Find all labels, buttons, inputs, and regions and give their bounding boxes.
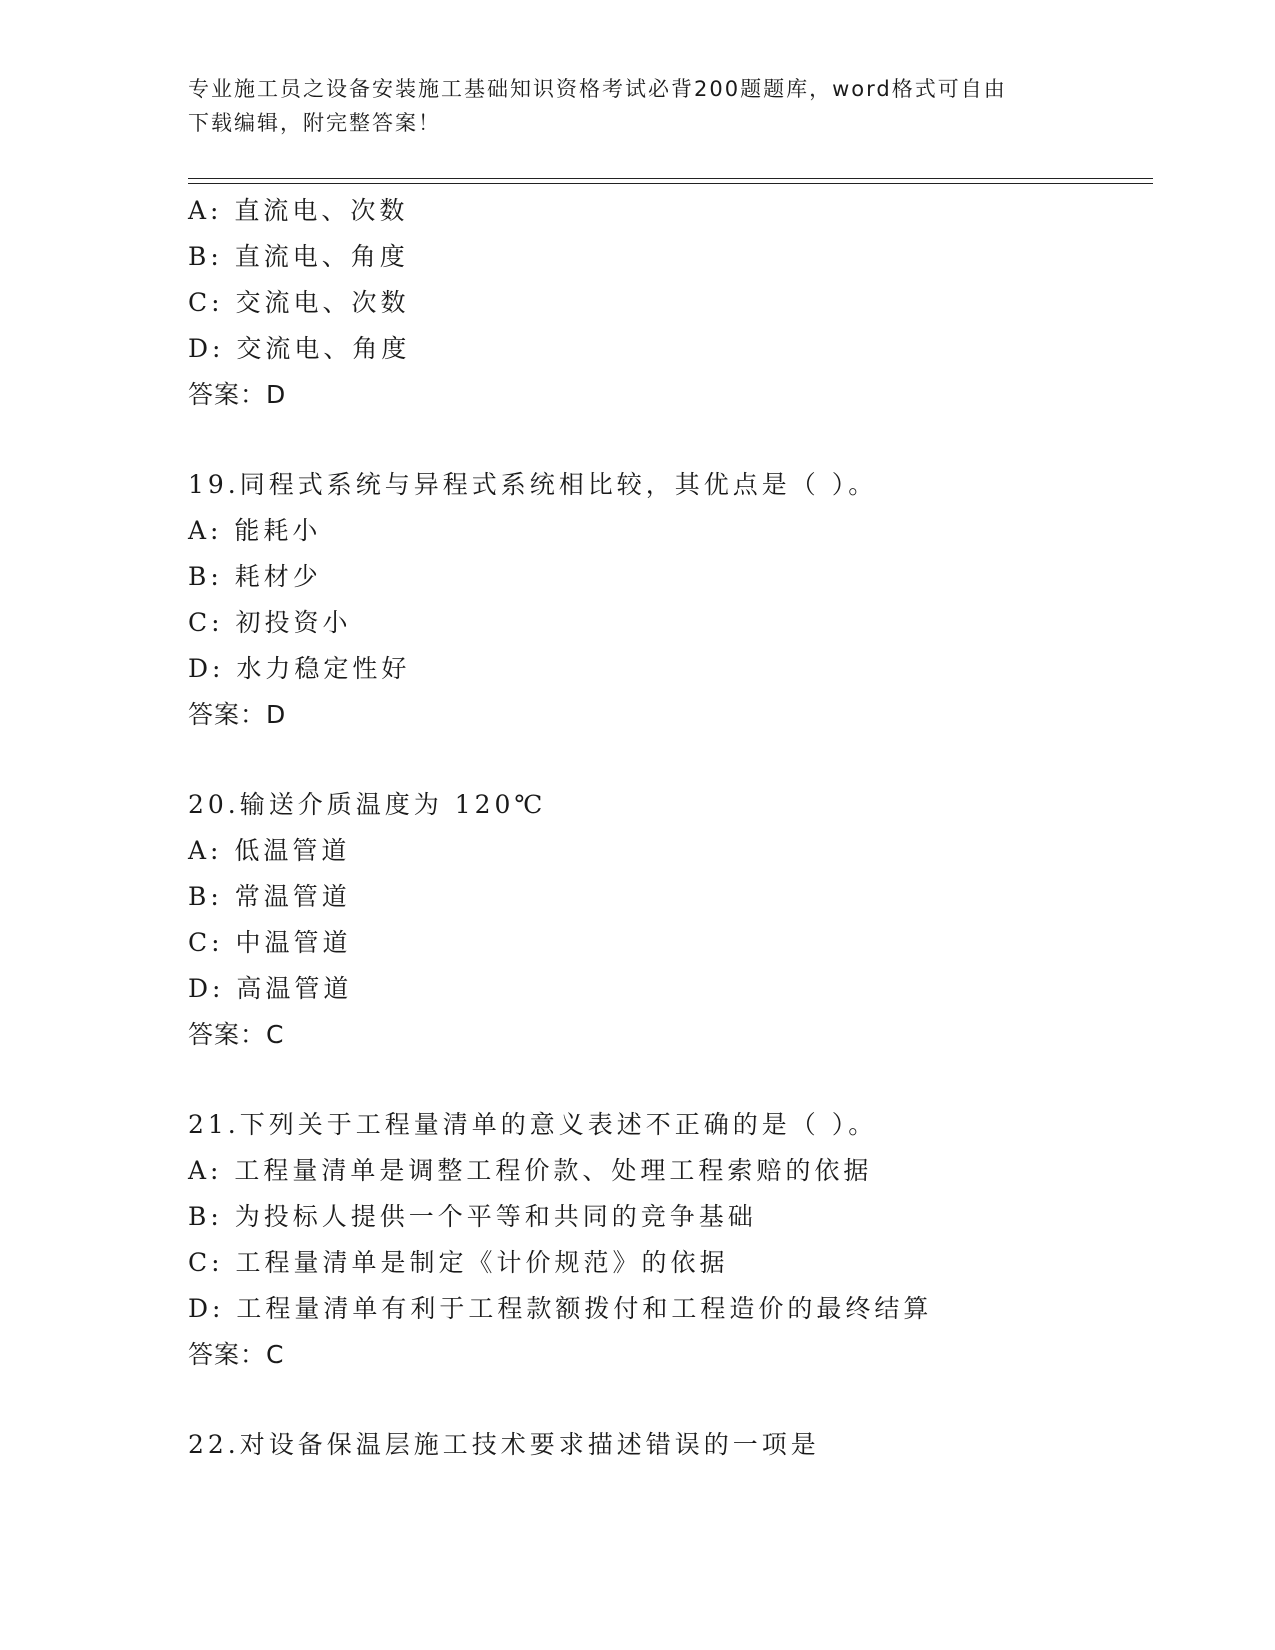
option-d: D: 工程量清单有利于工程款额拨付和工程造价的最终结算: [188, 1294, 933, 1323]
option-d: D: 交流电、角度: [188, 334, 411, 363]
question-text: 20.输送介质温度为 120℃: [188, 790, 547, 819]
option-b: B: 直流电、角度: [188, 242, 409, 271]
answer-line: 答案：D: [188, 380, 287, 409]
spacer: [188, 418, 1168, 462]
option-c: C: 交流电、次数: [188, 288, 410, 317]
option-c: C: 中温管道: [188, 928, 352, 957]
document-header: [188, 72, 1068, 140]
spacer: [188, 1058, 1168, 1102]
spacer: [188, 1378, 1168, 1422]
question-list: [188, 188, 1168, 1468]
option-c: C: 工程量清单是制定《计价规范》的依据: [188, 1248, 729, 1277]
option-b: B: 常温管道: [188, 882, 351, 911]
option-b: B: 为投标人提供一个平等和共同的竞争基础: [188, 1202, 757, 1231]
spacer: [188, 738, 1168, 782]
option-d: D: 水力稳定性好: [188, 654, 411, 683]
option-a: A: 工程量清单是调整工程价款、处理工程索赔的依据: [188, 1156, 873, 1185]
question-text: 21.下列关于工程量清单的意义表述不正确的是（ ）。: [188, 1110, 878, 1139]
option-a: A: 能耗小: [188, 516, 322, 545]
question-text: 22.对设备保温层施工技术要求描述错误的一项是: [188, 1430, 820, 1459]
question-text: 19.同程式系统与异程式系统相比较，其优点是（ ）。: [188, 470, 878, 499]
answer-line: 答案：C: [188, 1340, 285, 1369]
option-a: A: 低温管道: [188, 836, 351, 865]
header-line-2: 下载编辑，附完整答案！: [188, 111, 441, 135]
question-block-20: [188, 782, 1168, 1058]
option-d: D: 高温管道: [188, 974, 353, 1003]
question-block-18: [188, 188, 1168, 418]
option-c: C: 初投资小: [188, 608, 352, 637]
header-divider-bottom: [188, 183, 1153, 184]
option-b: B: 耗材少: [188, 562, 322, 591]
option-a: A: 直流电、次数: [188, 196, 409, 225]
question-block-21: [188, 1102, 1168, 1378]
header-divider-top: [188, 178, 1153, 179]
answer-line: 答案：D: [188, 700, 287, 729]
answer-line: 答案：C: [188, 1020, 285, 1049]
header-line-1: 专业施工员之设备安装施工基础知识资格考试必背200题题库，word格式可自由: [188, 77, 1007, 101]
question-block-22: [188, 1422, 1168, 1468]
question-block-19: [188, 462, 1168, 738]
